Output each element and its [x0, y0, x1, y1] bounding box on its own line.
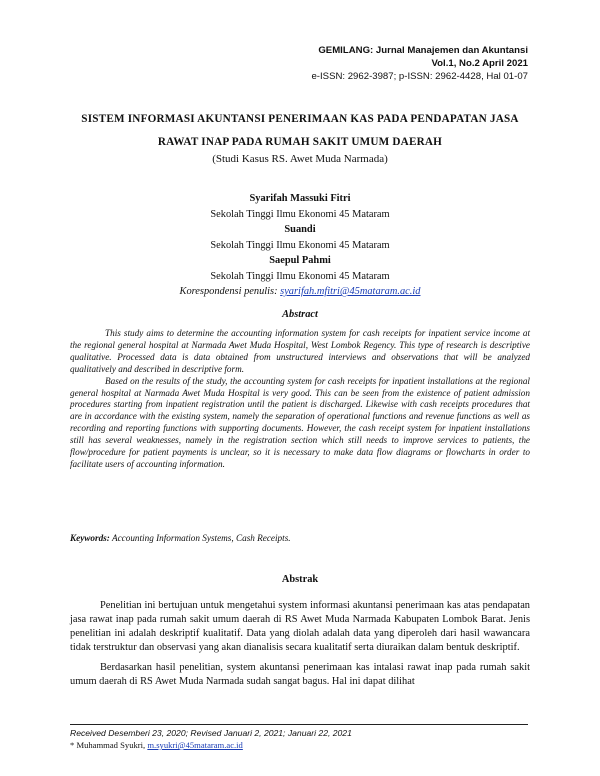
- correspondence-email-link[interactable]: syarifah.mfitri@45mataram.ac.id: [280, 286, 421, 297]
- abstrak-paragraph: Penelitian ini bertujuan untuk mengetahui system informasi akuntansi penerimaan kas atas pendapatan jasa rawat inap pada rumah sakit umum daerah di RS Awet Muda Narmada Kabupaten Lombok Barat. Jenis penelitian ini adalah deskriptif kualitatif. Data yang diolah adalah data yang diperoleh dari hasil wawancara tidak terstruktur dan observasi yang akan dianalisis secara kualitatif serta diuraikan dalam bentuk deskriptif.: [70, 600, 530, 653]
- author-affiliation: Sekolah Tinggi Ilmu Ekonomi 45 Mataram: [210, 239, 390, 251]
- paper-subtitle: (Studi Kasus RS. Awet Muda Narmada): [212, 153, 388, 165]
- abstract-heading: Abstract: [282, 309, 318, 320]
- paper-title: [70, 108, 530, 154]
- author-name: Syarifah Massuki Fitri: [249, 193, 351, 204]
- author-affiliation: Sekolah Tinggi Ilmu Ekonomi 45 Mataram: [210, 208, 390, 220]
- correspondence-label: Korespondensi penulis:: [179, 286, 278, 297]
- journal-volume: Vol.1, No.2 April 2021: [431, 58, 528, 69]
- footnote: [70, 739, 530, 751]
- journal-issn: e-ISSN: 2962-3987; p-ISSN: 2962-4428, Hal 01-07: [311, 71, 528, 82]
- abstrak-paragraph: Berdasarkan hasil penelitian, system akuntansi penerimaan kas intalasi rawat inap pada rumah sakit umum daerah di RS Awet Muda Narmada sudah sangat bagus. Hal ini dapat dilihat: [70, 662, 530, 687]
- abstrak-heading: Abstrak: [281, 574, 319, 585]
- correspondence: [70, 284, 530, 300]
- abstract-paragraph: This study aims to determine the accounting information system for cash receipts for inpatient service income at the regional general hospital at Narmada Awet Muda Hospital, West Lombok Regency. This type of research is descriptive qualitative. Processed data is data obtained from unstructured interviews and observations that will be analyzed qualitatively and described in descriptive form.: [70, 328, 530, 374]
- abstract-paragraph: Based on the results of the study, the accounting system for cash receipts for inpatient installations at the regional general hospital at Narmada Awet Muda Hospital is very good. This can be seen from the existence of patient admission procedures starting from inpatient registration until the patient is discharged. Likewise with cash receipts procedures that are in accordance with the existing system, namely the separation of operational functions and revenue functions as well as recording and reporting functions with supporting documents. However, the cash receipt system for inpatient installations still has several weaknesses, namely in the registration section which still needs to improve services to patients, the flow/procedure for patient payments is unclear, so it is necessary to make data flow diagrams or flowcharts in order to facilitate users of accounting information.: [70, 375, 530, 469]
- keywords-list: Accounting Information Systems, Cash Receipts.: [111, 533, 291, 543]
- author-name: Suandi: [284, 224, 316, 235]
- author-affiliation: Sekolah Tinggi Ilmu Ekonomi 45 Mataram: [210, 270, 390, 282]
- author-name: Saepul Pahmi: [269, 255, 331, 266]
- paper-title-line-1: SISTEM INFORMASI AKUNTANSI PENERIMAAN KAS PADA PENDAPATAN JASA: [81, 113, 519, 125]
- footer-divider: [70, 724, 528, 725]
- footnote-email-link[interactable]: m.syukri@45mataram.ac.id: [147, 740, 243, 750]
- journal-header: [311, 44, 528, 83]
- received-dates: Received Desemberi 23, 2020; Revised Januari 2, 2021; Januari 22, 2021: [70, 728, 352, 738]
- author-block: [70, 191, 530, 300]
- journal-title: GEMILANG: Jurnal Manajemen dan Akuntansi: [318, 45, 528, 56]
- keywords: [70, 533, 530, 543]
- abstract-english: [70, 328, 530, 471]
- paper-title-line-2: RAWAT INAP PADA RUMAH SAKIT UMUM DAERAH: [157, 136, 443, 148]
- footnote-author: * Muhammad Syukri,: [70, 740, 146, 750]
- keywords-label: Keywords:: [70, 533, 110, 543]
- abstrak-indonesian: [70, 599, 530, 695]
- page-footer: [70, 727, 530, 751]
